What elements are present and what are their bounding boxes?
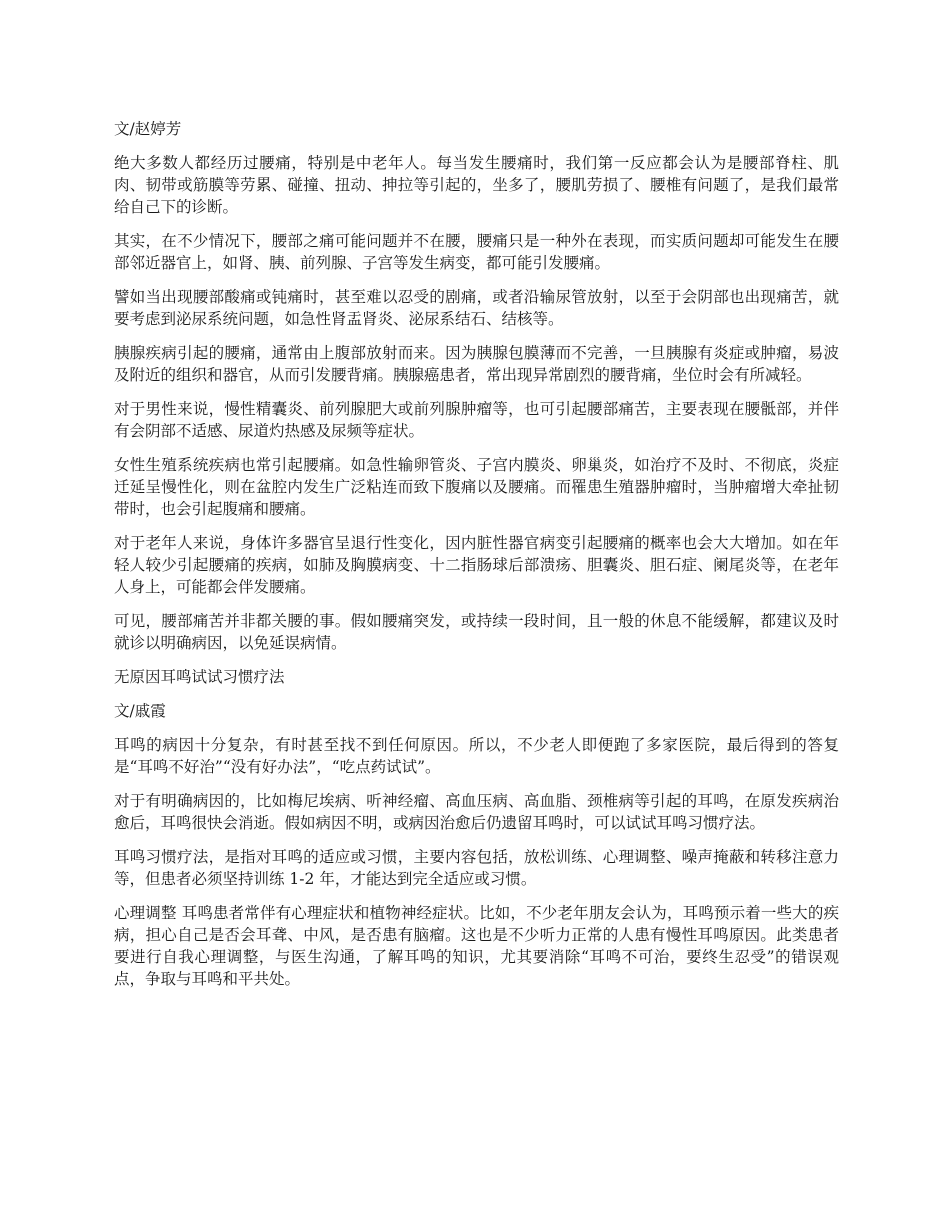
author-byline: 文/赵婷芳 (114, 120, 182, 138)
paragraph: 对于男性来说，慢性精囊炎、前列腺肥大或前列腺肿瘤等，也可引起腰部痛苦，主要表现在腰骶部，并伴有会阴部不适感、尿道灼热感及尿频等症状。 (114, 400, 839, 440)
paragraph: 耳鸣习惯疗法，是指对耳鸣的适应或习惯，主要内容包括，放松训练、心理调整、噪声掩蔽和转移注意力等，但患者必须坚持训练 1-2 年，才能达到完全适应或习惯。 (114, 848, 839, 888)
paragraph: 胰腺疾病引起的腰痛，通常由上腹部放射而来。因为胰腺包膜薄而不完善，一旦胰腺有炎症或肿瘤，易波及附近的组织和器官，从而引发腰背痛。胰腺癌患者，常出现异常剧烈的腰背痛，坐位时会有所减轻。 (114, 344, 839, 384)
paragraph-conclusion: 可见，腰部痛苦并非都关腰的事。假如腰痛突发，或持续一段时间，且一般的休息不能缓解，都建议及时就诊以明确病因，以免延误病情。 (114, 612, 839, 652)
paragraph-intro: 绝大多数人都经历过腰痛，特别是中老年人。每当发生腰痛时，我们第一反应都会认为是腰部脊柱、肌肉、韧带或筋膜等劳累、碰撞、扭动、抻拉等引起的，坐多了，腰肌劳损了、腰椎有问题了，是我们最常给自己下的诊断。 (114, 154, 839, 216)
paragraph: 譬如当出现腰部酸痛或钝痛时，甚至难以忍受的剧痛，或者沿输尿管放射，以至于会阴部也出现痛苦，就要考虑到泌尿系统问题，如急性肾盂肾炎、泌尿系结石、结核等。 (114, 288, 839, 328)
paragraph: 对于有明确病因的，比如梅尼埃病、听神经瘤、高血压病、高血脂、颈椎病等引起的耳鸣，在原发疾病治愈后，耳鸣很快会消逝。假如病因不明，或病因治愈后仍遗留耳鸣时，可以试试耳鸣习惯疗法。 (114, 792, 839, 832)
paragraph: 女性生殖系统疾病也常引起腰痛。如急性输卵管炎、子宫内膜炎、卵巢炎，如治疗不及时、不彻底，炎症迁延呈慢性化，则在盆腔内发生广泛粘连而致下腹痛以及腰痛。而罹患生殖器肿瘤时，当肿瘤增大牵扯韧带时，也会引起腹痛和腰痛。 (114, 456, 839, 518)
document-body (114, 118, 839, 1002)
paragraph: 心理调整 耳鸣患者常伴有心理症状和植物神经症状。比如，不少老年朋友会认为，耳鸣预示着一些大的疾病，担心自己是否会耳聋、中风，是否患有脑瘤。这也是不少听力正常的人患有慢性耳鸣原因。此类患者要进行自我心理调整，与医生沟通，了解耳鸣的知识，尤其要消除“耳鸣不可治，要终生忍受”的错误观点，争取与耳鸣和平共处。 (114, 904, 839, 988)
paragraph: 其实，在不少情况下，腰部之痛可能问题并不在腰，腰痛只是一种外在表现，而实质问题却可能发生在腰部邻近器官上，如肾、胰、前列腺、子宫等发生病变，都可能引发腰痛。 (114, 232, 839, 272)
section-title: 无原因耳鸣试试习惯疗法 (114, 668, 285, 686)
paragraph: 耳鸣的病因十分复杂，有时甚至找不到任何原因。所以，不少老人即便跑了多家医院，最后得到的答复是“耳鸣不好治”“没有好办法”，“吃点药试试”。 (114, 736, 839, 776)
author-byline: 文/戚霞 (114, 702, 166, 720)
paragraph: 对于老年人来说，身体许多器官呈退行性变化，因内脏性器官病变引起腰痛的概率也会大大增加。如在年轻人较少引起腰痛的疾病，如肺及胸膜病变、十二指肠球后部溃疡、胆囊炎、胆石症、阑尾炎等，在老年人身上，可能都会伴发腰痛。 (114, 534, 839, 596)
